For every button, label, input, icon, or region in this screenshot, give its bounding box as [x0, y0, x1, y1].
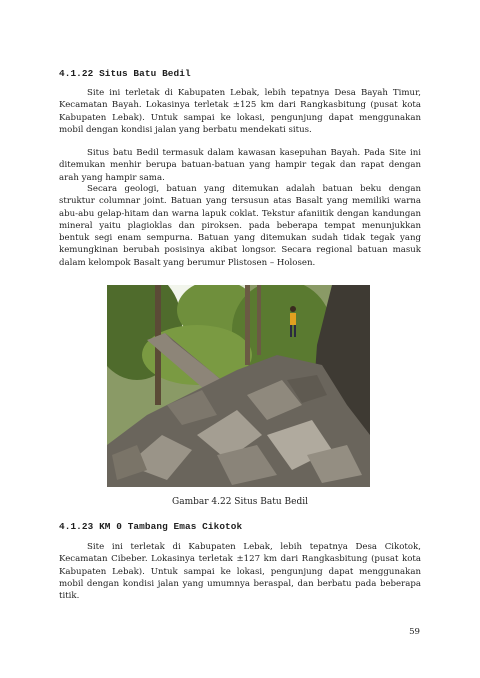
- paragraph-location-batu-bedil: Site ini terletak di Kabupaten Lebak, lebih tepatnya Desa Bayah Timur, Kecamatan Bayah. Lokasinya terletak ±125 km dari Rangkasbitung (pusat kota Kabupaten Lebak). Untuk sampai ke lokasi, pengunjung dapat menggunakan mobil dengan kondisi jalan yang berbatu mendekati situs.: [59, 88, 421, 135]
- figure-photo-batu-bedil: [107, 285, 370, 487]
- page-number: 59: [409, 627, 420, 637]
- paragraph-kasepuhan-bayah: Situs batu Bedil termasuk dalam kawasan kasepuhan Bayah. Pada Site ini ditemukan menhir berupa batuan-batuan yang hampir tegak dan rapat dengan arah yang hampir sama.: [59, 148, 421, 183]
- section-heading-batu-bedil: 4.1.22 Situs Batu Bedil: [59, 68, 191, 79]
- paragraph-geology-batu-bedil: Secara geologi, batuan yang ditemukan adalah batuan beku dengan struktur columnar joint. Batuan yang tersusun atas Basalt yang memiliki warna abu-abu gelap-hitam dan warna lapuk coklat. Tekstur afaniitik dengan kandungan mineral yaitu plagioklas dan piroksen. pada beberapa tempat menunjukkan bentuk segi enam sempurna. Batuan yang ditemukan sudah tidak tegak yang kemungkinan berubah posisinya akibat longsor. Secara regional batuan masuk dalam kelompok Basalt yang berumur Plistosen – Holosen.: [59, 184, 421, 268]
- section-heading-km0-cikotok: 4.1.23 KM 0 Tambang Emas Cikotok: [59, 521, 243, 532]
- figure-caption: Gambar 4.22 Situs Batu Bedil: [172, 497, 308, 507]
- paragraph-location-cikotok: Site ini terletak di Kabupaten Lebak, lebih tepatnya Desa Cikotok, Kecamatan Cibeber. Lokasinya terletak ±127 km dari Rangkasbitung (pusat kota Kabupaten Lebak). Untuk sampai ke lokasi, pengunjung dapat menggunakan mobil dengan kondisi jalan yang umumnya beraspal, dan berbatu pada beberapa titik.: [59, 542, 421, 602]
- rock-site-photo: [107, 285, 370, 487]
